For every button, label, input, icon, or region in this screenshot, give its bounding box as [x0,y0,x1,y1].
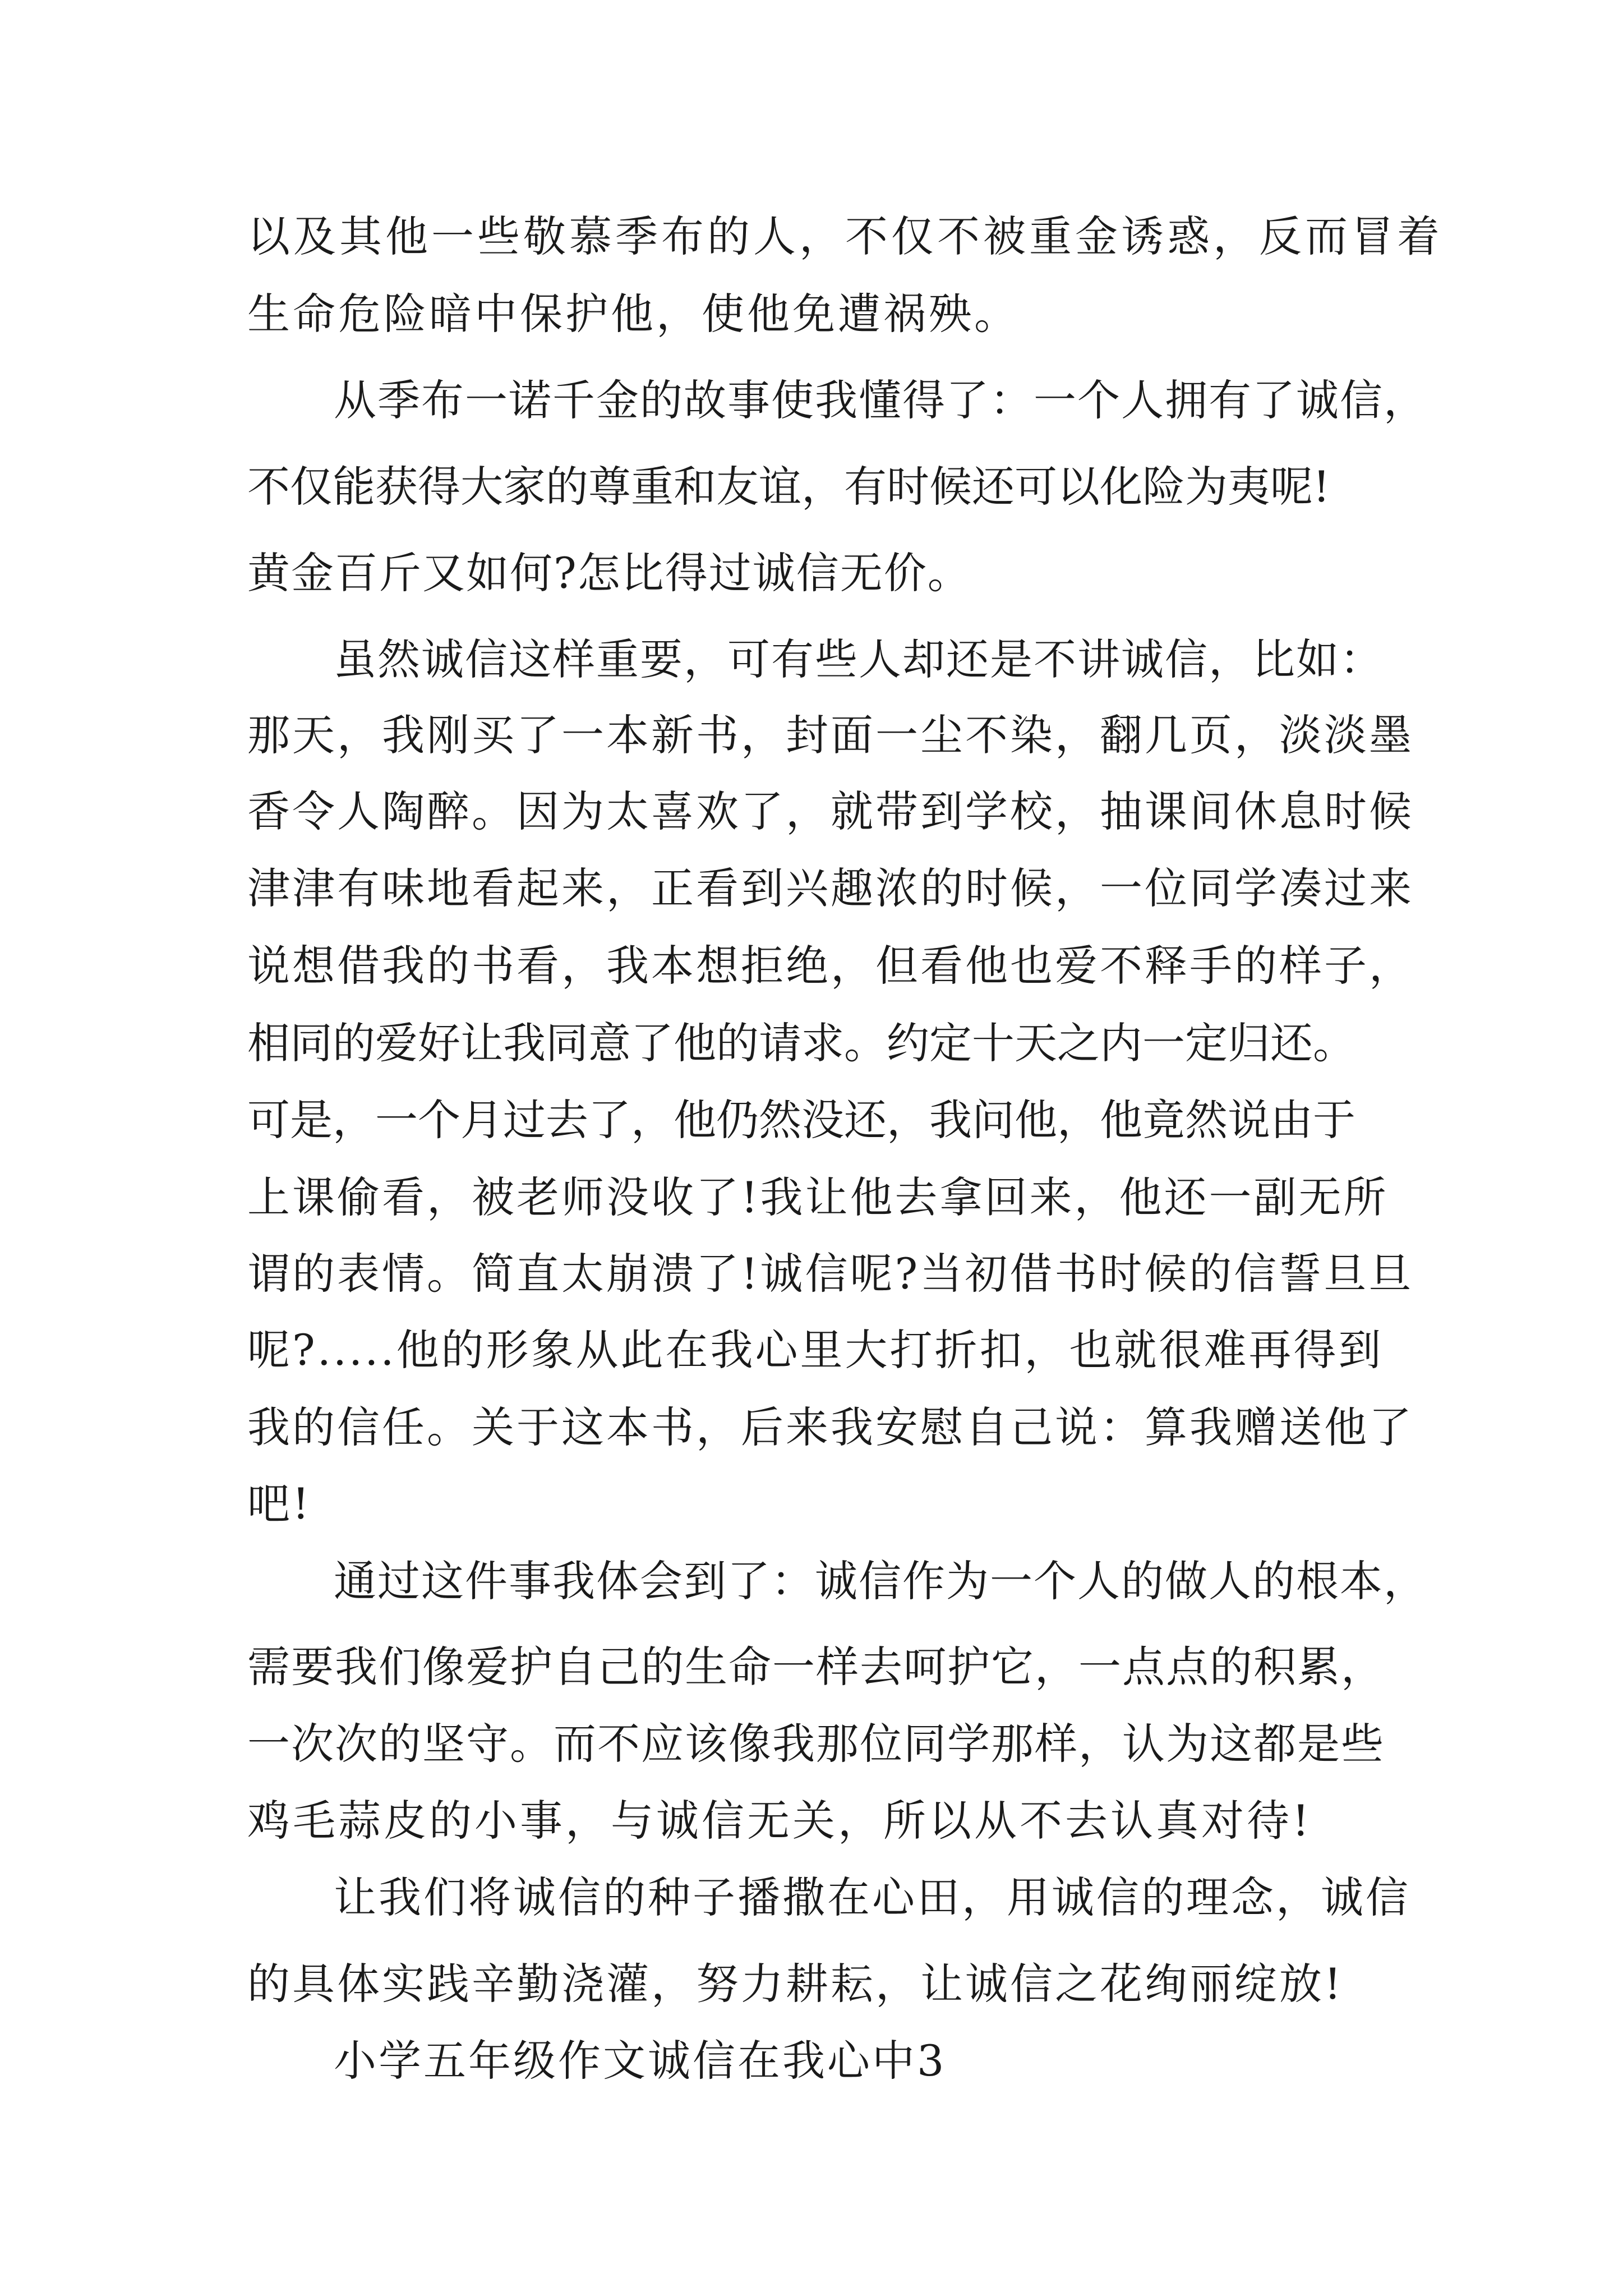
text-line: 吧! [247,1479,312,1529]
text-line: 呢?.....他的形象从此在我心里大打折扣，也就很难再得到 [247,1325,1384,1375]
text-line: 一次次的坚守。而不应该像我那位同学那样，认为这都是些 [247,1719,1385,1769]
text-line: 谓的表情。简直太崩溃了!诚信呢?当初借书时候的信誓旦旦 [247,1249,1414,1299]
text-line: 津津有味地看起来，正看到兴趣浓的时候，一位同学凑过来 [247,863,1414,913]
paragraph-first-line: 虽然诚信这样重要，可有些人却还是不讲诚信，比如： [334,634,1384,684]
text-line: 说想借我的书看，我本想拒绝，但看他也爱不释手的样子， [247,941,1414,991]
text-line: 以及其他一些敬慕季布的人，不仅不被重金诱惑，反而冒着 [247,211,1443,261]
paragraph-first-line: 通过这件事我体会到了：诚信作为一个人的做人的根本， [334,1556,1427,1606]
text-line: 香令人陶醉。因为太喜欢了，就带到学校，抽课间休息时候 [247,786,1414,836]
text-line: 鸡毛蒜皮的小事，与诚信无关，所以从不去认真对待! [247,1796,1312,1846]
text-line: 黄金百斤又如何?怎比得过诚信无价。 [247,548,971,598]
paragraph-first-line: 让我们将诚信的种子播撒在心田，用诚信的理念，诚信 [334,1872,1410,1922]
text-line: 可是，一个月过去了，他仍然没还，我问他，他竟然说由于 [247,1095,1355,1145]
section-heading: 小学五年级作文诚信在我心中3 [334,2036,947,2086]
text-line: 不仅能获得大家的尊重和友谊，有时候还可以化险为夷呢! [247,462,1330,512]
text-line: 相同的爱好让我同意了他的请求。约定十天之内一定归还。 [247,1018,1355,1068]
text-line: 的具体实践辛勤浇灌，努力耕耘，让诚信之花绚丽绽放! [247,1959,1344,2009]
text-line: 上课偷看，被老师没收了!我让他去拿回来，他还一副无所 [247,1172,1389,1222]
text-line: 需要我们像爱护自己的生命一样去呵护它，一点点的积累， [247,1642,1385,1692]
text-line: 生命危险暗中保护他，使他免遭祸殃。 [247,289,1020,339]
text-line: 我的信任。关于这本书，后来我安慰自己说：算我赠送他了 [247,1402,1414,1452]
paragraph-first-line: 从季布一诺千金的故事使我懂得了：一个人拥有了诚信， [334,375,1427,425]
text-line: 那天，我刚买了一本新书，封面一尘不染，翻几页，淡淡墨 [247,710,1414,760]
